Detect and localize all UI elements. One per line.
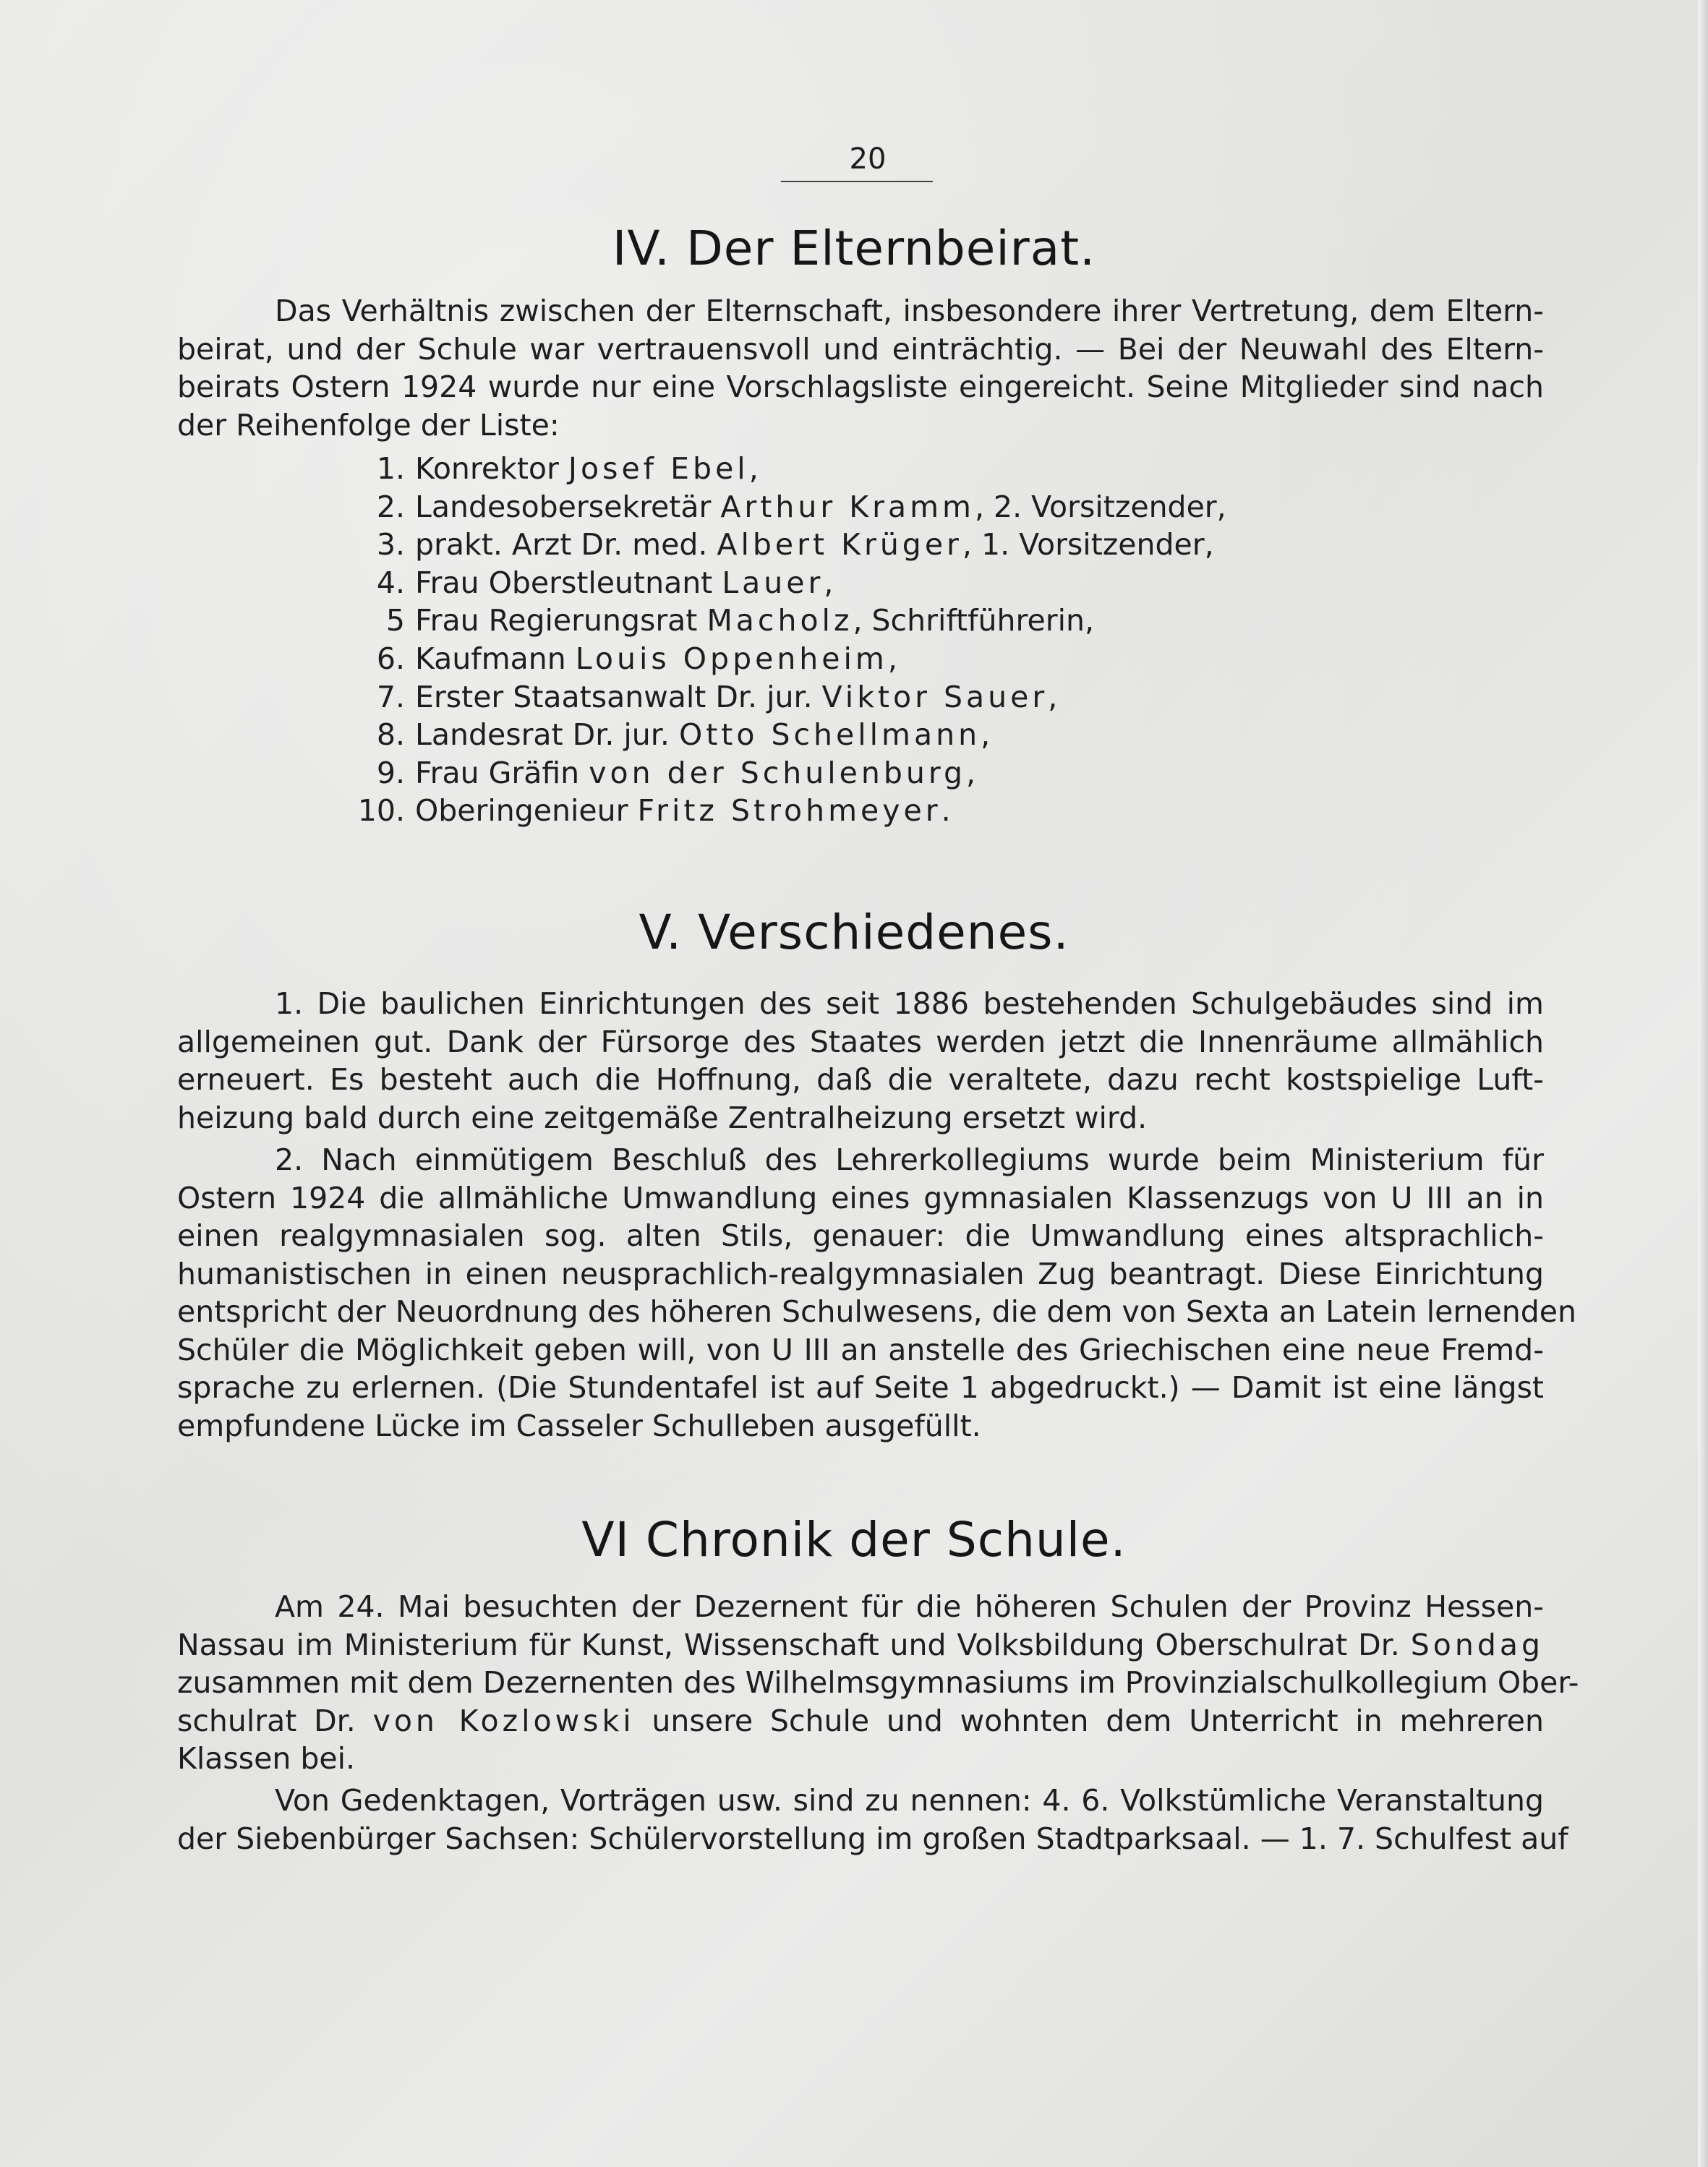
text-fragment: unsere Schule und wohnten dem Unterricht in mehreren — [652, 1703, 1544, 1738]
text-line: Schüler die Möglichkeit geben will, von U III an anstelle des Griechischen eine neue Fremd- — [177, 1332, 1544, 1367]
member-role: , — [887, 641, 897, 676]
member-title: Landesrat Dr. jur. — [415, 717, 670, 753]
text-line: sprache zu erlernen. (Die Stundentafel ist auf Seite 1 abgedruckt.) — Damit ist eine längst — [177, 1370, 1544, 1405]
member-role: , — [966, 755, 976, 790]
text-line: allgemeinen gut. Dank der Fürsorge des Staates werden jetzt die Innenräume allmählich — [177, 1024, 1544, 1059]
text-line: einen realgymnasialen sog. alten Stils, genauer: die Umwandlung eines altsprachlich- — [177, 1218, 1544, 1253]
member-title: Oberingenieur — [415, 793, 628, 829]
list-number: 7. — [376, 679, 405, 714]
list-number: 3. — [376, 527, 405, 563]
list-item — [340, 640, 1425, 678]
member-name: Albert Krüger — [717, 527, 962, 563]
member-name: Macholz — [706, 603, 853, 638]
list-number: 1. — [376, 451, 405, 486]
list-number: 2. — [376, 489, 405, 524]
member-name: Fritz Strohmeyer — [637, 793, 941, 829]
text-line: erneuert. Es besteht auch die Hoffnung, daß die veraltete, dazu recht kostspielige Luft- — [177, 1062, 1544, 1097]
member-title: Frau Regierungsrat — [415, 603, 698, 638]
member-title: Kaufmann — [415, 641, 566, 676]
page-edge — [1698, 0, 1708, 2167]
member-title: Landesobersekretär — [415, 489, 712, 524]
list-item — [340, 602, 1425, 640]
text-fragment: Nassau im Ministerium für Kunst, Wissenschaft und Volksbildung Oberschulrat Dr. — [177, 1627, 1400, 1662]
list-item — [340, 754, 1425, 792]
member-name: von der Schulenburg — [589, 755, 967, 790]
person-name: Sondag — [1410, 1627, 1544, 1662]
text-fragment: schulrat Dr. — [177, 1703, 356, 1738]
member-title: Konrektor — [415, 451, 559, 486]
list-item — [340, 792, 1425, 830]
list-item — [340, 564, 1425, 602]
text-line: der Siebenbürger Sachsen: Schülervorstellung im großen Stadtparksaal. — 1. 7. Schulfest auf — [177, 1821, 1568, 1856]
page-number-rule — [781, 181, 933, 182]
member-name: Louis Oppenheim — [575, 641, 888, 676]
text-line: beirats Ostern 1924 wurde nur eine Vorschlagsliste eingereicht. Seine Mitglieder sind nach — [177, 369, 1544, 404]
member-title: Frau Oberstleutnant — [415, 565, 713, 600]
text-line: beirat, und der Schule war vertrauensvoll und einträchtig. — Bei der Neuwahl des Eltern- — [177, 331, 1544, 367]
member-name: Arthur Kramm — [720, 489, 975, 524]
member-role: , — [981, 717, 991, 753]
member-list — [340, 450, 1425, 830]
member-role: , 1. Vorsitzender, — [962, 527, 1214, 563]
list-number: 5 — [385, 603, 405, 638]
text-line: 1. Die baulichen Einrichtungen des seit 1886 bestehenden Schulgebäudes sind im — [275, 986, 1544, 1021]
member-name: Josef Ebel — [568, 451, 749, 486]
text-line: heizung bald durch eine zeitgemäße Zentralheizung ersetzt wird. — [177, 1100, 1148, 1135]
text-line: humanistischen in einen neusprachlich-realgymnasialen Zug beantragt. Diese Einrichtung — [177, 1256, 1544, 1291]
list-item — [340, 526, 1425, 564]
text-line: empfundene Lücke im Casseler Schulleben ausgefüllt. — [177, 1408, 981, 1443]
section-heading-elternbeirat: IV. Der Elternbeirat. — [612, 221, 1096, 276]
member-name: Lauer — [722, 565, 824, 600]
member-role: . — [941, 793, 951, 829]
text-line — [177, 1702, 1544, 1740]
list-number: 4. — [376, 565, 405, 600]
member-name: Viktor Sauer — [821, 679, 1049, 714]
text-line: Von Gedenktagen, Vorträgen usw. sind zu nennen: 4. 6. Volkstümliche Veranstaltung — [275, 1783, 1544, 1818]
section-heading-chronik: VI Chronik der Schule. — [581, 1512, 1127, 1568]
member-role: , Schriftführerin, — [853, 603, 1094, 638]
list-item — [340, 678, 1425, 717]
list-item — [340, 488, 1425, 526]
text-line: Das Verhältnis zwischen der Elternschaft, insbesondere ihrer Vertretung, dem Eltern- — [275, 294, 1544, 328]
list-item — [340, 450, 1425, 488]
text-line: Klassen bei. — [177, 1741, 356, 1776]
paragraph-elternbeirat-intro — [177, 292, 1544, 444]
paragraph-baulichkeiten — [177, 985, 1544, 1137]
list-number: 6. — [376, 641, 405, 676]
person-name: von Kozlowski — [372, 1703, 635, 1738]
member-role: , — [824, 565, 834, 600]
text-line: zusammen mit dem Dezernenten des Wilhelmsgymnasiums im Provinzialschulkollegium Ober- — [177, 1665, 1579, 1700]
member-name: Otto Schellmann — [678, 717, 981, 753]
member-role: , 2. Vorsitzender, — [974, 489, 1226, 524]
text-line: Ostern 1924 die allmähliche Umwandlung eines gymnasialen Klassenzugs von U III an in — [177, 1180, 1544, 1215]
list-number: 9. — [376, 755, 405, 790]
paragraph-gedenktage — [177, 1782, 1568, 1858]
text-line — [177, 1626, 1544, 1664]
member-title: Frau Gräfin — [415, 755, 580, 790]
list-number: 8. — [376, 717, 405, 753]
paragraph-umwandlung — [177, 1141, 1576, 1445]
member-title: prakt. Arzt Dr. med. — [415, 527, 708, 563]
list-item — [340, 716, 1425, 754]
member-title: Erster Staatsanwalt Dr. jur. — [415, 679, 813, 714]
member-role: , — [1048, 679, 1058, 714]
list-number: 10. — [357, 793, 405, 829]
text-line: 2. Nach einmütigem Beschluß des Lehrerkollegiums wurde beim Ministerium für — [275, 1142, 1544, 1177]
text-line: Am 24. Mai besuchten der Dezernent für die höheren Schulen der Provinz Hessen- — [275, 1589, 1544, 1624]
text-line: der Reihenfolge der Liste: — [177, 407, 560, 443]
text-line: entspricht der Neuordnung des höheren Schulwesens, die dem von Sexta an Latein lernenden — [177, 1294, 1576, 1329]
section-heading-verschiedenes: V. Verschiedenes. — [639, 905, 1069, 960]
member-role: , — [748, 451, 759, 486]
paragraph-besuch — [177, 1588, 1579, 1778]
page-number: 20 — [849, 142, 887, 176]
